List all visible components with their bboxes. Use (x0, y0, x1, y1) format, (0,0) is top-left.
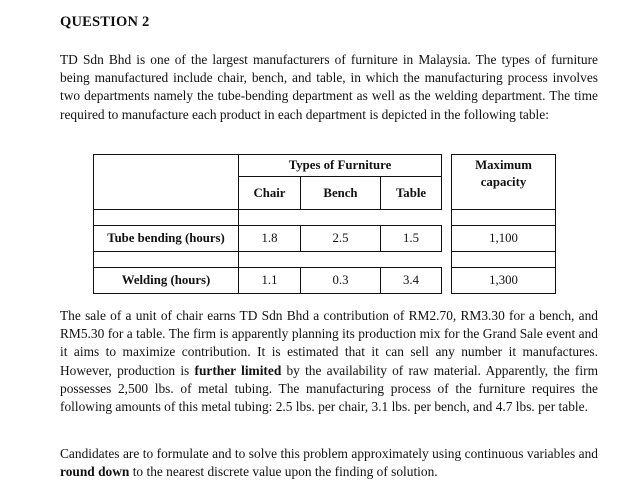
emphasis-further-limited: further limited (194, 362, 282, 378)
cell-tube-bending-capacity: 1,100 (452, 226, 556, 252)
cell-tube-bending-bench: 2.5 (301, 226, 381, 252)
row-spacer (442, 226, 452, 252)
gap-cell (442, 252, 452, 268)
maximum-capacity-header: Maximum capacity (452, 155, 556, 210)
intro-paragraph: TD Sdn Bhd is one of the largest manufacturers of furniture in Malaysia. The types of furniture being manufactured include chair, bench, and table, in which the manufacturing process involves two departments namely the tube-bending department as well as the welding department. The time required to manufacture each product in each department is depicted in the following table: (60, 52, 598, 122)
instructions-paragraph: Candidates are to formulate and to solve this problem approximately using continuous variables and round down to the nearest discrete value upon the finding of solution. (60, 446, 598, 480)
gap-cell (452, 252, 556, 268)
cell-welding-chair: 1.1 (239, 268, 301, 294)
gap-cell (94, 210, 239, 226)
column-header-bench: Bench (301, 177, 381, 210)
question-heading: QUESTION 2 (60, 14, 150, 30)
cell-tube-bending-table: 1.5 (381, 226, 442, 252)
gap-cell (239, 210, 442, 226)
gap-cell (94, 252, 239, 268)
contribution-paragraph: The sale of a unit of chair earns TD Sdn Bhd a contribution of RM2.70, RM3.30 for a bench, and RM5.30 for a table. The firm is apparently planning its production mix for the Grand Sale event and it aims to maximize contribution. It is estimated that it can sell any number it manufactures. However, production is further limited by the availability of raw material. Apparently, the firm possesses 2,500 lbs. of metal tubing. The manufacturing process of the furniture requires the following amounts of this metal tubing: 2.5 lbs. per chair, 3.1 lbs. per bench, and 4.7 lbs. per table. (60, 308, 598, 415)
cell-tube-bending-chair: 1.8 (239, 226, 301, 252)
gap-cell (239, 252, 442, 268)
row-label-tube-bending: Tube bending (hours) (94, 226, 239, 252)
cell-welding-bench: 0.3 (301, 268, 381, 294)
column-header-table: Table (381, 177, 442, 210)
table-row (94, 226, 556, 252)
types-of-furniture-header: Types of Furniture (239, 155, 442, 177)
gap-cell (452, 210, 556, 226)
cell-welding-capacity: 1,300 (452, 268, 556, 294)
row-spacer (442, 268, 452, 294)
row-label-welding: Welding (hours) (94, 268, 239, 294)
cell-welding-table: 3.4 (381, 268, 442, 294)
table-corner-cell (94, 155, 239, 210)
emphasis-round-down: round down (60, 464, 130, 480)
column-header-chair: Chair (239, 177, 301, 210)
table-row (94, 268, 556, 294)
header-spacer (442, 155, 452, 210)
gap-cell (442, 210, 452, 226)
furniture-time-table (93, 154, 556, 294)
